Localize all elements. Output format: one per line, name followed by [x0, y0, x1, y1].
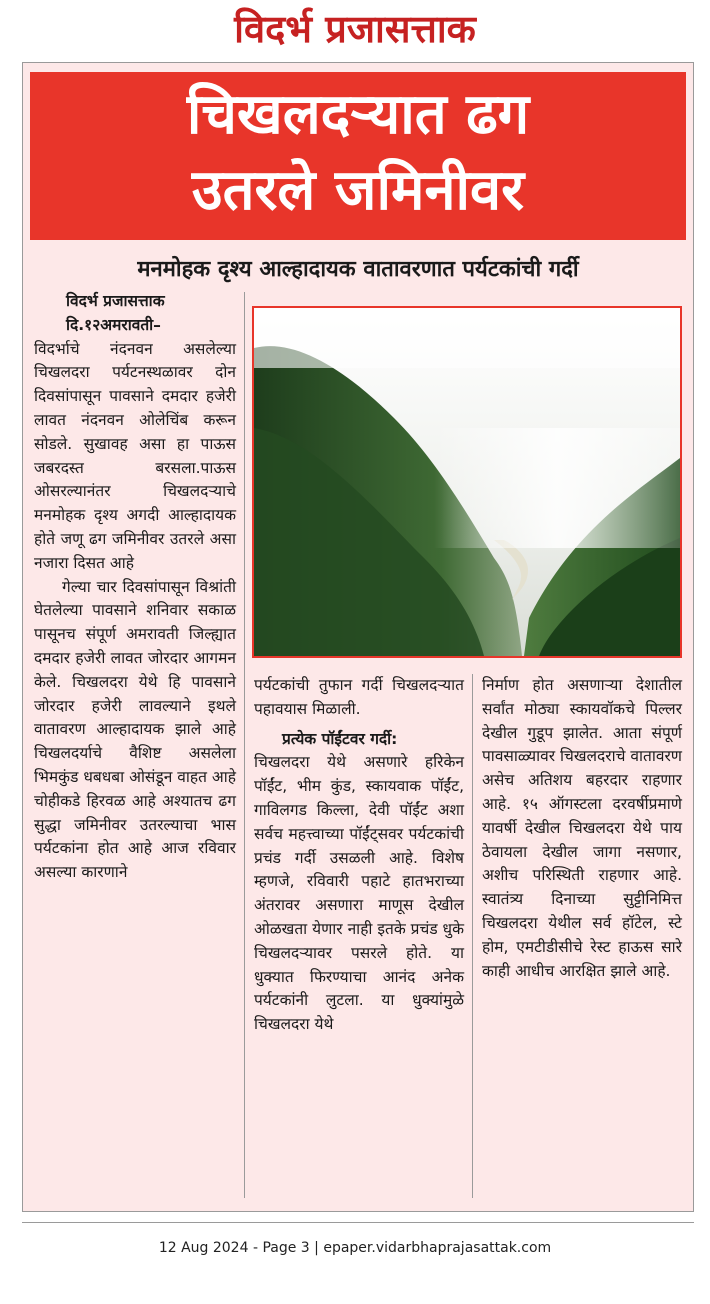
article-photo	[252, 306, 682, 658]
footer-page: Page 3	[262, 1240, 310, 1256]
article-column-1	[34, 290, 236, 885]
column-divider	[244, 292, 245, 1198]
headline-box	[30, 72, 686, 240]
article-paragraph-4: चिखलदरा येथे असणारे हरिकेन पॉईंट, भीम कुंड, स्कायवाक पॉईंट, गाविलगड किल्ला, देवी पॉईंट अशा सर्वच महत्त्वाच्या पॉईंट्सवर पर्यटकांची प्रचंड गर्दी उसळली आहे. विशेष म्हणजे, रविवारी पहाटे हातभराच्या अंतरावर असणारा माणूस देखील ओळखता येणार नाही इतके प्रचंड धुके चिखलदऱ्यावर पसरले होते. या धुक्यात फिरण्याचा आनंद अनेक पर्यटकांनी लुटला. या धुक्यांमुळे चिखलदरा येथे	[254, 753, 464, 1034]
misty-valley-image	[254, 308, 680, 656]
article-column-3	[482, 674, 682, 983]
article-paragraph-1: विदर्भाचे नंदनवन असलेल्या चिखलदरा पर्यटनस्थळावर दोन दिवसांपासून पावसाने दमदार हजेरी लावत नंदनवन ओलेचिंब करून सोडले. सुखावह असा हा पाऊस जबरदस्त बरसला.पाऊस ओसरल्यानंतर चिखलदऱ्याचे मनमोहक दृश्य अगदी आल्हादायक होते जणू ढग जमिनीवर उतरले असा नजारा दिसत आहे	[34, 339, 236, 572]
headline-line-2: उतरले जमिनीवर	[191, 158, 525, 223]
footer	[0, 1240, 710, 1256]
article-paragraph-3: पर्यटकांची तुफान गर्दी चिखलदऱ्यात पहावयास मिळाली.	[254, 676, 464, 718]
section-subheading: प्रत्येक पॉईंटवर गर्दी:	[282, 729, 398, 748]
subheadline: मनमोहक दृश्य आल्हादायक वातावरणात पर्यटकांची गर्दी	[137, 257, 579, 282]
headline-line-1: चिखलदऱ्यात ढग	[186, 82, 530, 147]
dateline: दि.१२अमरावती–	[66, 315, 161, 334]
footer-separator: |	[314, 1240, 324, 1256]
byline: विदर्भ प्रजासत्ताक	[66, 292, 165, 310]
masthead: विदर्भ प्रजासत्ताक	[234, 7, 476, 51]
column-divider	[472, 674, 473, 1198]
footer-date: 12 Aug 2024	[158, 1240, 249, 1256]
footer-separator: -	[252, 1240, 263, 1256]
footer-site-link[interactable]: epaper.vidarbhaprajasattak.com	[323, 1240, 552, 1256]
footer-divider	[22, 1222, 694, 1223]
article-column-2	[254, 674, 464, 1037]
article-paragraph-5: निर्माण होत असणाऱ्या देशातील सर्वांत मोठ्या स्कायवॉकचे पिल्लर देखील गुडूप झालेत. आता संपूर्ण पावसाळ्यावर चिखलदराचे वातावरण असेच अतिशय बहरदार राहणार आहे. १५ ऑगस्टला दरवर्षीप्रमाणे यावर्षी देखील चिखलदरा येथे पाय ठेवायला देखील जागा नसणार, अशीच परिस्थिती राहणार आहे. स्वातंत्र्य दिनाच्या सुट्टीनिमित्त चिखलदरा येथील सर्व हॉटेल, स्टे होम, एमटीडीसीचे रेस्ट हाऊस सारे काही आधीच आरक्षित झाले आहे.	[482, 676, 683, 980]
article-paragraph-2: गेल्या चार दिवसांपासून विश्रांती घेतलेल्या पावसाने शनिवार सकाळ पासूनच संपूर्ण अमरावती जिल्ह्यात दमदार हजेरी लावत जोरदार आगमन केले. चिखलदरा येथे हि पावसाने जोरदार हजेरी लावल्याने इथले वातावरण आल्हादायक झाले आहे चिखलदर्याचे वैशिष्ट असलेला भिमकुंड धबधबा ओसंडून वाहत आहे चोहीकडे हिरवळ आहे अश्यातच ढग सुद्धा जमिनीवर उतरल्याचा भास पर्यटकांना होत आहे आज रविवार असल्या कारणाने	[34, 577, 236, 882]
